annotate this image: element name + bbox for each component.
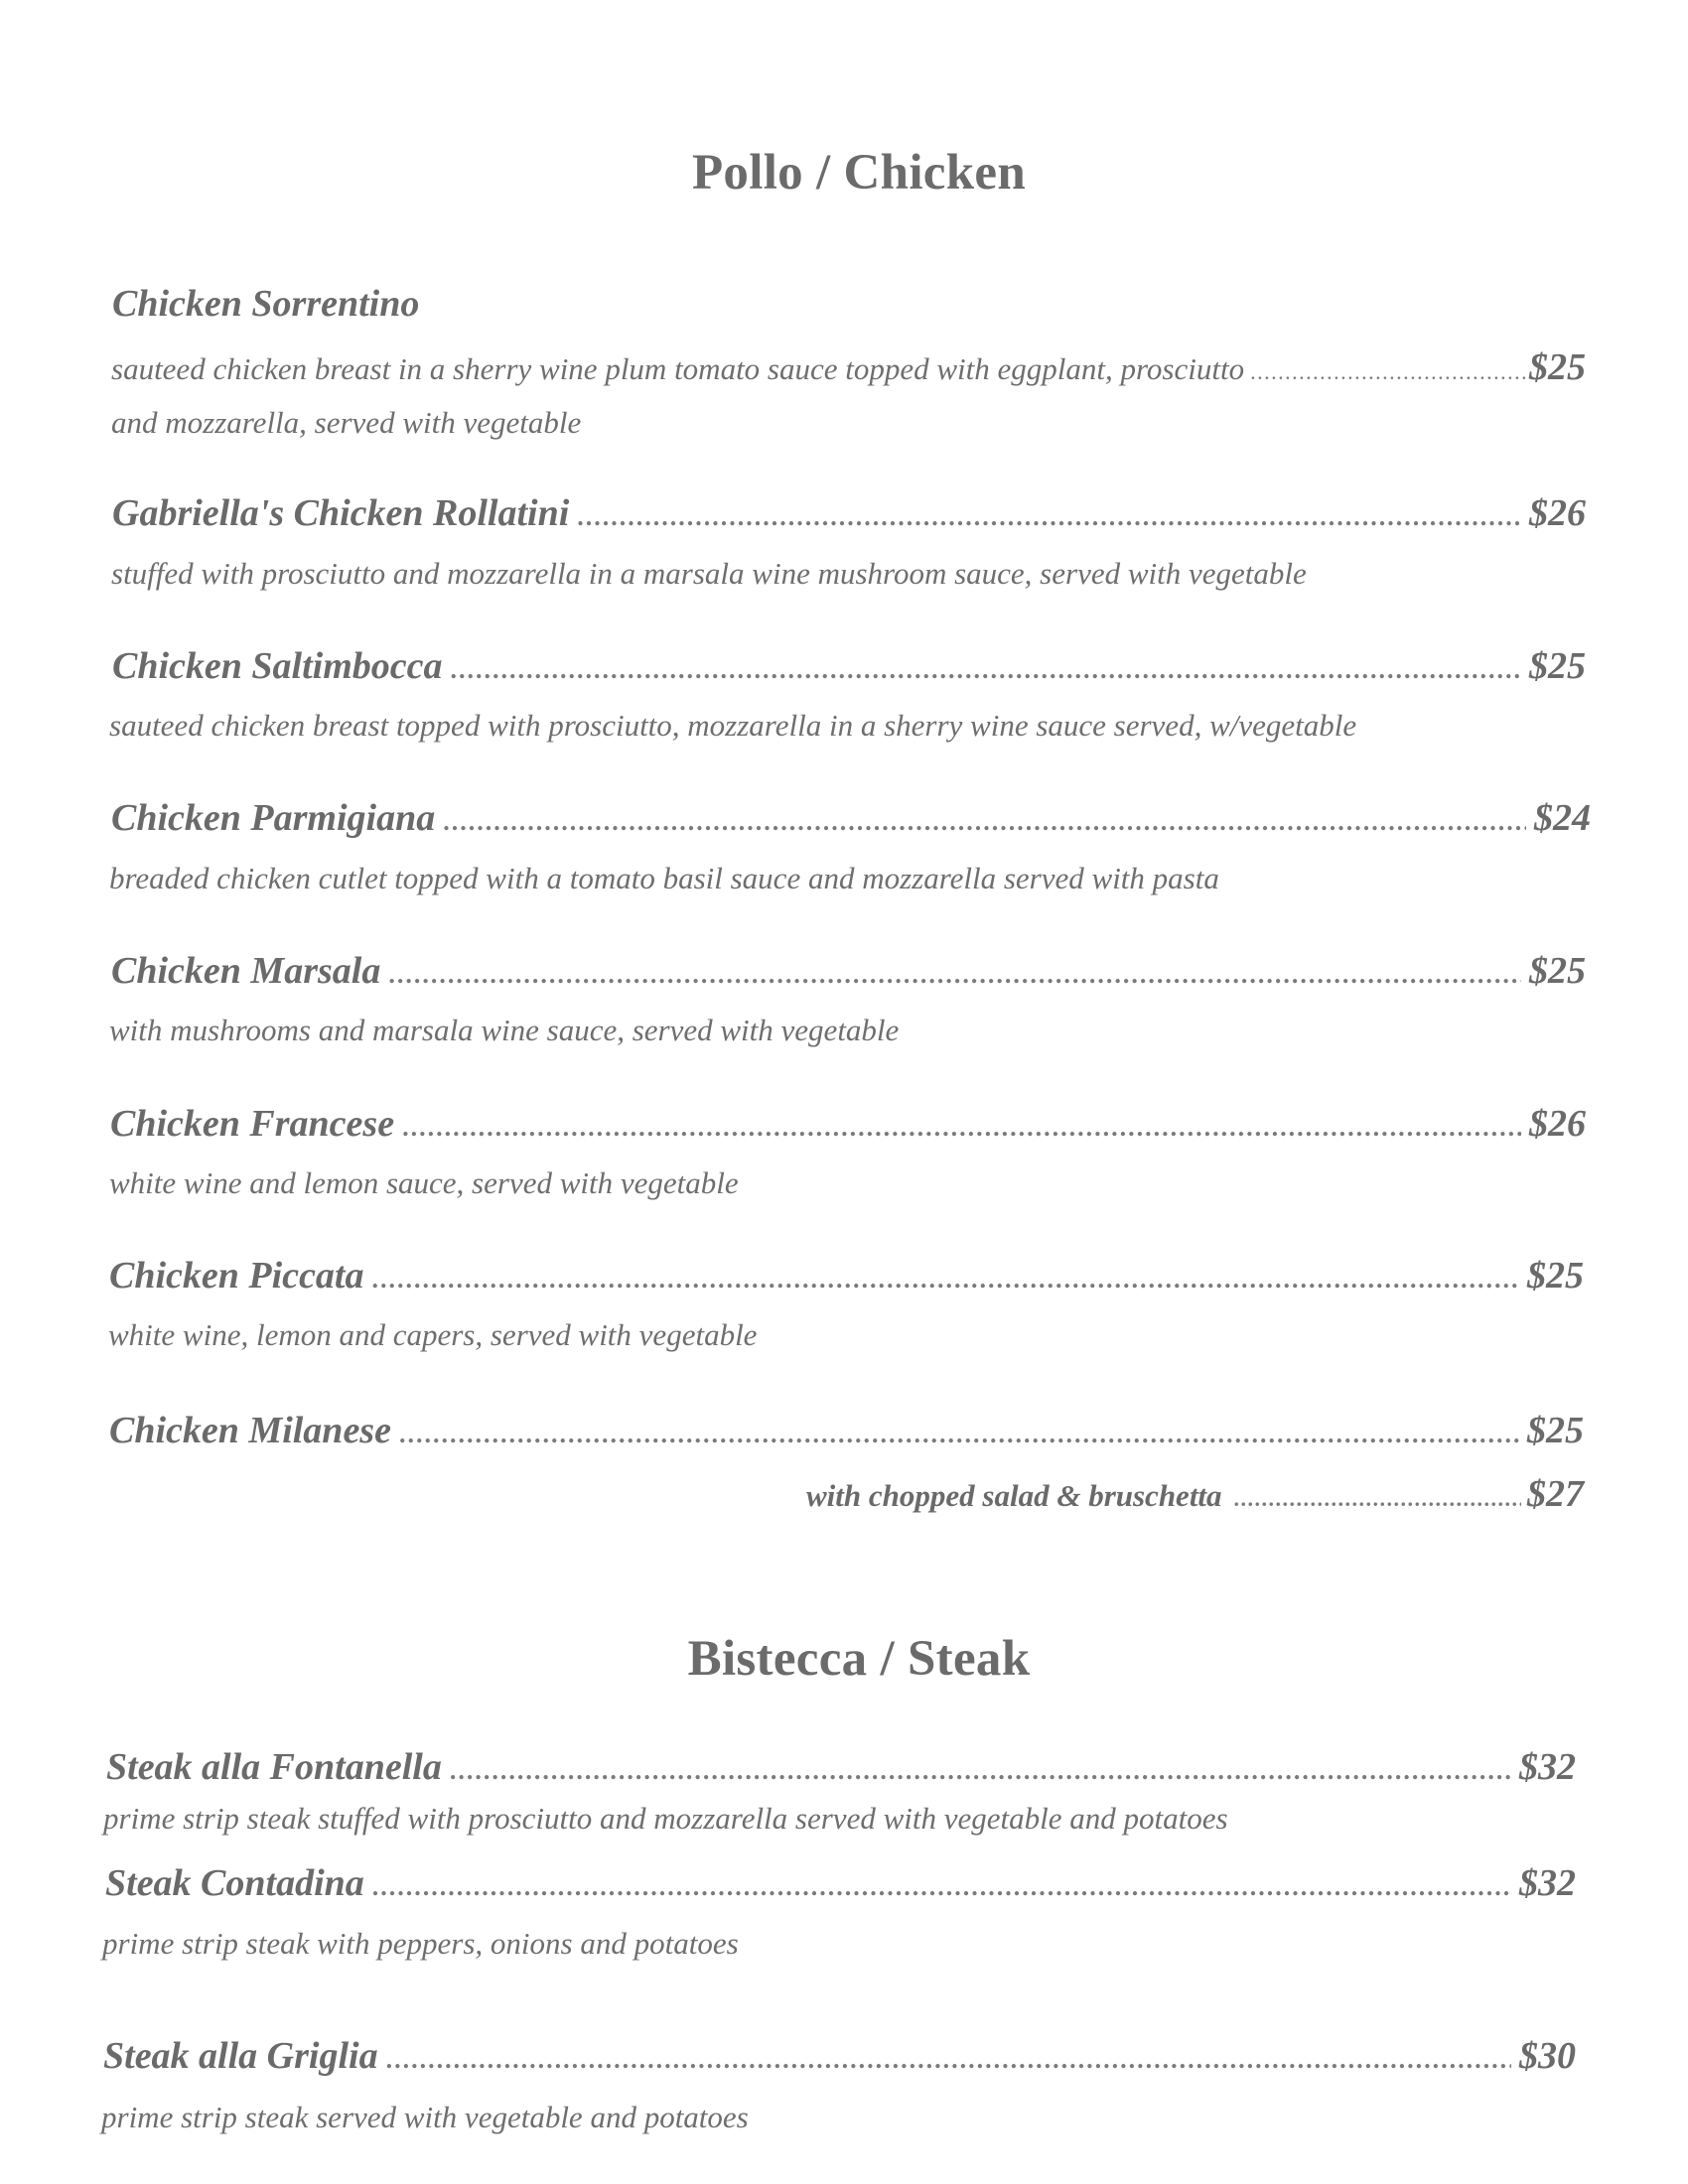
menu-item-steak-fontanella <box>106 1745 1576 1793</box>
menu-item-chicken-sorrentino <box>112 282 419 330</box>
item-price: $26 <box>1529 492 1586 534</box>
dot-leader <box>450 1756 1511 1786</box>
item-price: $32 <box>1519 1746 1576 1788</box>
dot-leader <box>443 807 1526 837</box>
item-description-cont: and mozzarella, served with vegetable <box>111 405 582 440</box>
item-description: white wine, lemon and capers, served with vegetable <box>108 1317 758 1352</box>
dot-leader <box>451 655 1522 685</box>
dot-leader <box>1234 1486 1521 1512</box>
item-price: $25 <box>1529 346 1586 388</box>
item-description: white wine and lemon sauce, served with vegetable <box>109 1165 739 1200</box>
dot-leader <box>577 502 1521 532</box>
option-label: with chopped salad & bruschetta <box>806 1478 1222 1513</box>
item-description: prime strip steak served with vegetable and potatoes <box>101 2100 749 2134</box>
menu-item-chicken-marsala <box>111 949 1586 997</box>
item-price: $25 <box>1527 1255 1584 1297</box>
item-name: Chicken Marsala <box>111 950 381 992</box>
item-name: Steak Contadina <box>105 1862 364 1904</box>
item-name: Steak alla Fontanella <box>106 1746 442 1788</box>
menu-item-chicken-milanese <box>109 1409 1584 1456</box>
item-price: $32 <box>1519 1862 1576 1904</box>
item-description: sauteed chicken breast topped with prosciutto, mozzarella in a sherry wine sauce served, w/vegetable <box>109 708 1357 743</box>
section-title-steak: Bistecca / Steak <box>687 1631 1031 1687</box>
item-description: prime strip steak stuffed with prosciutto and mozzarella served with vegetable and potatoes <box>103 1801 1228 1836</box>
dot-leader <box>371 1265 1519 1295</box>
item-description: sauteed chicken breast in a sherry wine plum tomato sauce topped with eggplant, prosciutto <box>111 351 1245 386</box>
item-price: $25 <box>1529 645 1586 687</box>
dot-leader <box>386 2045 1511 2075</box>
option-price: $27 <box>1527 1473 1584 1515</box>
menu-item-chicken-francese <box>110 1102 1586 1150</box>
item-price: $24 <box>1534 797 1591 839</box>
item-name: Chicken Saltimbocca <box>112 645 443 687</box>
item-description: prime strip steak with peppers, onions and potatoes <box>102 1926 739 1961</box>
item-price: $25 <box>1529 950 1586 992</box>
item-name: Gabriella's Chicken Rollatini <box>112 492 570 534</box>
item-name: Chicken Parmigiana <box>111 797 436 839</box>
dot-leader <box>388 960 1521 990</box>
item-description-row <box>111 345 1586 389</box>
section-title-chicken: Pollo / Chicken <box>691 145 1027 201</box>
menu-item-chicken-saltimbocca <box>112 644 1586 692</box>
item-name: Chicken Francese <box>110 1103 395 1145</box>
item-description: stuffed with prosciutto and mozzarella in a marsala wine mushroom sauce, served with vegetable <box>111 556 1307 591</box>
menu-item-option-row <box>806 1472 1584 1516</box>
dot-leader <box>402 1113 1521 1143</box>
dot-leader <box>399 1420 1519 1449</box>
item-price: $25 <box>1527 1410 1584 1451</box>
item-price: $26 <box>1529 1103 1586 1145</box>
item-description: breaded chicken cutlet topped with a tomato basil sauce and mozzarella served with pasta <box>109 861 1219 895</box>
dot-leader <box>1250 359 1525 385</box>
item-name: Chicken Milanese <box>109 1410 391 1451</box>
menu-item-chicken-rollatini <box>112 491 1586 539</box>
dot-leader <box>372 1872 1511 1902</box>
item-price: $30 <box>1519 2035 1576 2077</box>
menu-item-steak-contadina <box>105 1861 1576 1909</box>
item-description: with mushrooms and marsala wine sauce, served with vegetable <box>109 1013 900 1047</box>
item-name: Chicken Piccata <box>109 1255 364 1297</box>
menu-item-steak-griglia <box>103 2034 1576 2082</box>
item-name: Chicken Sorrentino <box>112 283 420 325</box>
menu-item-chicken-parmigiana <box>111 796 1591 844</box>
menu-item-chicken-piccata <box>109 1254 1584 1301</box>
item-name: Steak alla Griglia <box>103 2035 378 2077</box>
